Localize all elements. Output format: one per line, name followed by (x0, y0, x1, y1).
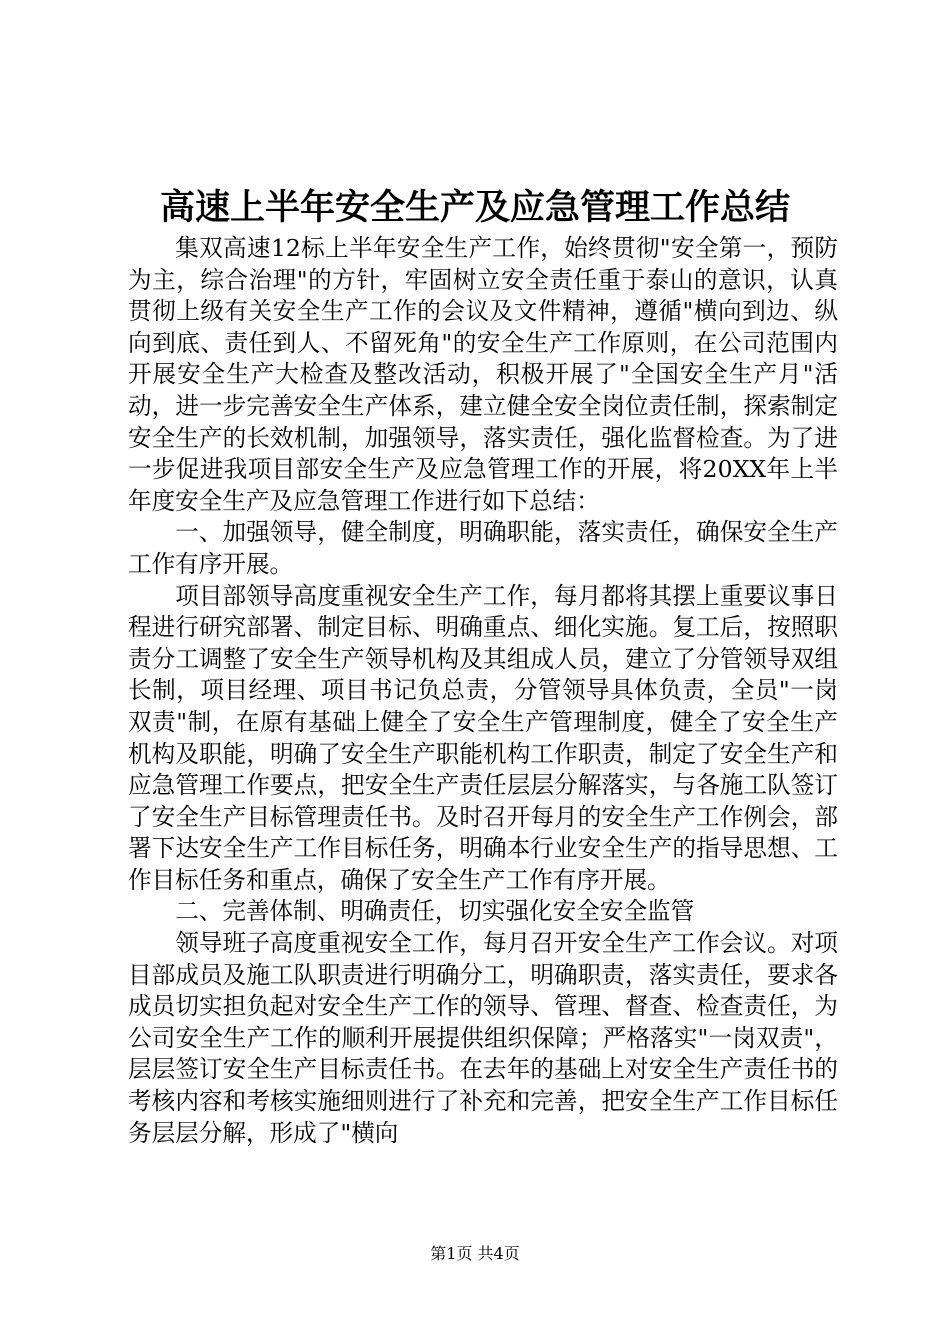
document-body (128, 233, 838, 1149)
paragraph-section-1: 项目部领导高度重视安全生产工作，每月都将其摆上重要议事日程进行研究部署、制定目标、明确重点、细化实施。复工后，按照职责分工调整了安全生产领导机构及其组成人员，建立了分管领导双组长制，项目经理、项目书记负总责，分管领导具体负责，全员"一岗双责"制，在原有基础上健全了安全生产管理制度，健全了安全生产机构及职能，明确了安全生产职能机构工作职责，制定了安全生产和应急管理工作要点，把安全生产责任层层分解落实，与各施工队签订了安全生产目标管理责任书。及时召开每月的安全生产工作例会，部署下达安全生产工作目标任务，明确本行业安全生产的指导思想、工作目标任务和重点，确保了安全生产工作有序开展。 (128, 581, 838, 894)
paragraph-intro: 集双高速12标上半年安全生产工作，始终贯彻"安全第一，预防为主，综合治理"的方针，牢固树立安全责任重于泰山的意识，认真贯彻上级有关安全生产工作的会议及文件精神，遵循"横向到边、纵向到底、责任到人、不留死角"的安全生产工作原则，在公司范围内开展安全生产大检查及整改活动，积极开展了"全国安全生产月"活动，进一步完善安全生产体系，建立健全安全岗位责任制，探索制定安全生产的长效机制，加强领导，落实责任，强化监督检查。为了进一步促进我项目部安全生产及应急管理工作的开展，将20XX年上半年度安全生产及应急管理工作进行如下总结： (128, 234, 838, 515)
paragraph-section-2: 领导班子高度重视安全工作，每月召开安全生产工作会议。对项目部成员及施工队职责进行明确分工，明确职责，落实责任，要求各成员切实担负起对安全生产工作的领导、管理、督查、检查责任，为公司安全生产工作的顺利开展提供组织保障；严格落实"一岗双责"，层层签订安全生产目标责任书。在去年的基础上对安全生产责任书的考核内容和考核实施细则进行了补充和完善，把安全生产工作目标任务层层分解，形成了"横向 (128, 929, 838, 1147)
heading-section-2: 二、完善体制、明确责任，切实强化安全安全监管 (175, 897, 695, 926)
document-title: 高速上半年安全生产及应急管理工作总结 (159, 187, 790, 228)
page-footer: 第1页 共4页 (430, 1244, 520, 1263)
heading-section-1: 一、加强领导，健全制度，明确职能，落实责任，确保安全生产工作有序开展。 (128, 518, 838, 578)
